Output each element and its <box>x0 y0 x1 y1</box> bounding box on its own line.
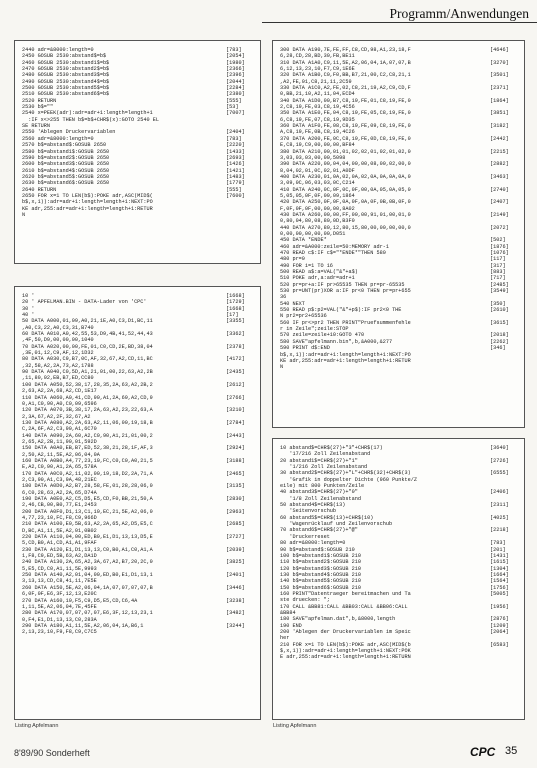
code-text: 120 DATA A070,3B,38,17,2A,63,A2,23,22,63,A <box>22 407 153 414</box>
code-text: 260 DATA A150,5E,A2,06,04,1A,07,07,07,07,B <box>22 584 153 591</box>
code-text: 2510 GOSUB 2530:abstand6$=b$ <box>22 91 110 98</box>
listing-lines <box>22 293 256 636</box>
code-text: 110 b$=abstand2$:GOSUB 210 <box>280 559 361 566</box>
code-text: 550 READ p$:p2=VAL("&"+p$):IF pr2<0 THE <box>280 307 402 314</box>
code-text: 70 abstand6$=CHR$(27)+"@" <box>280 527 358 534</box>
header-rule <box>262 22 537 23</box>
checksum: [53] <box>226 104 239 111</box>
code-text: 2520 RETURN <box>22 97 57 104</box>
code-text: D,BC,A1,11,5E,A2,01,0B02 <box>22 527 97 534</box>
checksum: [2262] <box>490 338 509 345</box>
checksum: [2766] <box>226 394 245 401</box>
checksum: [2039] <box>226 546 245 553</box>
checksum: [2830] <box>226 496 245 502</box>
code-text: 80 adr=&8000:length=0 <box>280 540 346 547</box>
code-text: 60 DATA A010,A0,42,55,53,D9,4B,41,52,44,43 <box>22 331 153 338</box>
code-text: 2,C8,19,FE,03,C8,19,4C56 <box>280 104 355 111</box>
checksum: [2407] <box>490 199 509 206</box>
checksum: [2612] <box>226 381 245 388</box>
listing-lines <box>280 47 520 371</box>
code-text: 20 ' APFELMAN.BIN - DATA-Lader von 'CPC' <box>22 299 147 306</box>
code-line <box>280 654 520 660</box>
checksum: [2072] <box>490 224 509 231</box>
magazine-logo: CPC <box>470 745 496 759</box>
checksum: [2443] <box>226 432 245 439</box>
checksum: [883] <box>490 269 506 276</box>
code-text: 420 DATA A250,0F,0F,0A,0F,0A,0F,0B,0B,0F,0 <box>280 199 411 206</box>
checksum: [783] <box>490 540 506 547</box>
code-line <box>22 629 256 635</box>
code-text: 2,46,CB,00,B0,77,E1,2453 <box>22 502 97 509</box>
checksum: [3463] <box>490 173 509 180</box>
code-text: 540 NEXT <box>280 300 305 307</box>
code-text: 520 pr=pr+a:IF pr>65535 THEN pr=pr-65535 <box>280 281 405 288</box>
checksum: [3549] <box>490 288 509 295</box>
code-text: b$,x,1)):adr=adr+1:length=length+1:NEXT:PO <box>280 351 411 358</box>
code-text: 0,80,04,80,08,80,0D,B3F0 <box>280 218 355 225</box>
code-text: 210 FOR x=1 TO LEN(b$):POKE adr,ASC(MID$(b <box>280 641 411 648</box>
code-text: '1/216 Zoll Zeilenabstand <box>280 464 368 471</box>
code-text: 570 zeile=zeile+10:GOTO 470 <box>280 332 365 339</box>
checksum: [2064] <box>490 628 509 635</box>
code-text: 30 abstand2$=CHR$(27)+"L"+CHR$(32)+CHR$(3) <box>280 470 411 477</box>
code-text: 380 DATA A210,00,01,01,02,02,01,02,01,02,0 <box>280 148 411 155</box>
code-text: 2560 adr=&8000:length=0 <box>22 135 94 142</box>
code-text: 'Seitenvorschub <box>280 508 337 515</box>
code-text: 40 ' <box>22 312 35 319</box>
checksum: [6583] <box>490 641 509 648</box>
code-text: 350 DATA A1E0,FE,04,C8,19,FE,05,C8,19,FE,0 <box>280 110 411 117</box>
code-text: 8,04,02,01,0C,02,01,A0DF <box>280 167 355 174</box>
checksum: [2366] <box>226 66 245 73</box>
code-text: F,0F,0F,0F,00,00,00,8A02 <box>280 205 355 212</box>
code-text: 2530 b$="" <box>22 104 54 111</box>
page-section-title: Programm/Anwendungen <box>389 6 529 21</box>
code-text: 370 DATA A200,FE,0C,C8,19,FE,0D,C8,19,FE,0 <box>280 135 411 142</box>
checksum: [1779] <box>226 180 245 187</box>
code-text: 2590 b$=abstand2$:GOSUB 2650 <box>22 154 110 161</box>
checksum <box>226 212 256 218</box>
checksum: [1426] <box>226 161 245 168</box>
code-text: 170 DATA A0C0,A2,11,02,00,19,18,D2,2A,71,A <box>22 470 153 477</box>
code-text: ste druecken: "; <box>280 597 330 604</box>
code-text: 2,3A,67,A2,2F,32,67,A2 <box>22 413 91 420</box>
checksum: [2380] <box>226 91 245 98</box>
code-text: E adr,255:adr=adr+1:length=length+1:RETURN <box>280 654 411 661</box>
checksum: [2311] <box>490 502 509 509</box>
listing-caption-right: Listing Apfelmann <box>273 723 317 729</box>
code-text: 190 END <box>280 622 302 629</box>
checksum: [1668] <box>226 293 245 299</box>
code-text: 20 abstand1$=CHR$(27)+"1" <box>280 457 358 464</box>
code-text: &BB84 <box>280 609 296 616</box>
code-text: 510 POKE adr,a:adr=adr+1 <box>280 275 355 282</box>
code-text: 160 PRINT"Datentraeger bereitmachen und Ta <box>280 590 411 597</box>
code-text: 'Wagenrücklauf und Zeilenvorschub <box>280 521 393 528</box>
checksum: [783] <box>226 135 242 142</box>
checksum: [4172] <box>226 356 245 363</box>
code-text: 4,77,23,10,FC,F8,C9,966D <box>22 515 97 522</box>
code-text: 6,28,CD,28,BD,30,FB,BE11 <box>280 53 355 60</box>
code-text: 36 <box>280 294 287 301</box>
checksum: [2396] <box>226 72 245 79</box>
checksum: [3825] <box>226 559 245 566</box>
code-text: 2540 x=PEEK(adr):adr=adr+1:length=length+1 <box>22 110 153 117</box>
listing-lines <box>280 445 520 661</box>
code-text: 2650 FOR x=1 TO LEN(b$):POKE adr,ASC(MID$( <box>22 192 153 199</box>
code-text: C,2A,6F,A2,C3,90,A1,6C70 <box>22 426 97 433</box>
checksum: [1664] <box>490 571 509 578</box>
checksum: [1956] <box>490 603 509 610</box>
checksum: [1980] <box>226 59 245 66</box>
code-text: 3,09,0C,06,03,03,0C,C214 <box>280 180 355 187</box>
code-text: 2480 GOSUB 2530:abstand3$=b$ <box>22 72 110 79</box>
checksum: [3210] <box>226 407 245 414</box>
code-text: 360 DATA A1F0,FE,08,C8,19,FE,09,C8,19,FE,0 <box>280 123 411 130</box>
code-text: 2,65,A2,2B,11,90,01,592D <box>22 438 97 445</box>
code-text: 280 DATA A170,07,07,07,07,E6,3F,12,13,23,1 <box>22 610 153 617</box>
code-text: 340 DATA A1D0,00,B7,C8,19,FE,01,C8,19,FE,0 <box>280 97 411 104</box>
checksum: [2693] <box>226 154 245 161</box>
code-text: N pr2=pr2+65536 <box>280 313 327 320</box>
code-text: 310 DATA A1A0,C9,11,5E,A2,06,04,1A,07,07,B <box>280 59 411 66</box>
code-text: 240 DATA A130,2A,65,A2,3A,67,A2,B7,20,2C,0 <box>22 559 153 566</box>
code-text: 270 DATA A160,10,F5,C9,D5,E5,CD,C6,4A <box>22 597 138 604</box>
checksum: [2727] <box>226 534 245 541</box>
code-text: 2,C3,90,A1,C3,9A,48,21EC <box>22 476 97 483</box>
checksum: [2054] <box>226 53 245 60</box>
checksum: [2371] <box>490 85 509 92</box>
checksum: [2442] <box>490 135 509 142</box>
checksum: [717] <box>490 275 506 282</box>
code-text: 120 b$=abstand3$:GOSUB 210 <box>280 565 361 572</box>
code-text: 2640 RETURN <box>22 186 57 193</box>
checksum: [3501] <box>490 72 509 79</box>
code-text: 480 pr=0 <box>280 256 305 263</box>
checksum: [3446] <box>226 584 245 591</box>
code-text: 6,12,13,23,10,F7,C9,1E6E <box>280 66 355 73</box>
checksum: [2876] <box>490 616 509 623</box>
code-text: 440 DATA A270,80,12,80,15,80,00,00,00,00,0 <box>280 224 411 231</box>
code-text: 100 b$=abstand1$:GOSUB 210 <box>280 552 361 559</box>
code-text: 90 b$=abstand$:GOSUB 210 <box>280 546 355 553</box>
code-text: 170 CALL &BB81:CALL &BB03:CALL &BB06:CALL <box>280 603 408 610</box>
code-text: '1/8 Zoll Zeilenabstand <box>280 495 361 502</box>
listing-panel-bottom-left <box>14 286 261 720</box>
checksum: [1433] <box>226 148 245 155</box>
code-text: :IF x<>255 THEN b$=b$+CHR$(x):GOTO 2540 EL <box>22 116 159 123</box>
code-text: 6,C8,19,FE,07,C8,19,9D35 <box>280 116 355 123</box>
code-text: b$,x,1)):adr=adr+1:length=length+1:NEXT:PO <box>22 199 153 206</box>
code-text: ,11,80,02,EB,B7,ED,CC80 <box>22 375 94 382</box>
code-text: ,A2,FE,01,C8,21,11,2C59 <box>280 78 352 85</box>
code-text: 390 DATA A220,00,04,04,00,00,08,00,02,00,0 <box>280 161 411 168</box>
checksum: [3615] <box>490 319 509 326</box>
checksum: [3482] <box>226 610 245 617</box>
checksum: [1431] <box>490 552 509 559</box>
checksum: [4646] <box>490 47 509 53</box>
checksum: [2784] <box>226 419 245 426</box>
checksum: [317] <box>490 262 506 269</box>
code-text: 0,BB,21,10,A2,11,04,ECD4 <box>280 91 355 98</box>
page-number: 35 <box>505 745 518 757</box>
code-text: 250 DATA A140,A2,01,04,00,ED,B0,E1,D1,13,1 <box>22 572 153 579</box>
code-text: ,3E,01,12,C9,AF,12,1D32 <box>22 350 94 357</box>
code-text: 2470 GOSUB 2530:abstand2$=b$ <box>22 66 110 73</box>
code-text: 0,A1,C0,90,A0,C0,09,6596 <box>22 400 97 407</box>
code-text: 110 DATA A060,A0,41,CD,90,A1,2A,69,A2,CD,9 <box>22 394 153 401</box>
checksum: [1304] <box>490 565 509 572</box>
checksum: [2044] <box>226 78 245 85</box>
code-text: 80 DATA A030,C9,B7,0C,AF,32,67,A2,CD,11,BC <box>22 356 153 363</box>
code-text: 1,11,5E,A2,06,04,7E,45FE <box>22 603 97 610</box>
checksum <box>490 364 520 370</box>
code-text: KE adr,255:adr=adr+1:length=length+1:RETUR <box>280 357 411 364</box>
checksum: [2882] <box>490 161 509 168</box>
checksum: [117] <box>490 256 506 263</box>
checksum: [555] <box>226 186 242 193</box>
code-text: 60 abstand5$=CHR$(13)+CHR$(10) <box>280 514 374 521</box>
checksum: [2610] <box>490 307 509 314</box>
checksum: [2740] <box>490 186 509 193</box>
code-text: 10 ' <box>22 293 35 299</box>
code-text: 130 DATA A080,A2,2A,63,A2,11,06,00,19,18,B <box>22 419 153 426</box>
checksum: [1729] <box>226 299 245 306</box>
checksum: [17] <box>226 312 239 319</box>
checksum: [3182] <box>490 123 509 130</box>
code-text: 190 DATA A0E0,A2,C5,D5,E5,CD,F0,BB,21,50,A <box>22 496 153 502</box>
checksum: [3135] <box>226 483 245 490</box>
checksum: [2378] <box>226 343 245 350</box>
checksum: [2685] <box>226 521 245 528</box>
code-text: 'Grafik in doppelter Dichte (960 Punkte/Z <box>280 476 417 483</box>
checksum: [3270] <box>490 59 509 66</box>
code-text: 300 DATA A190,7E,FE,FF,C8,CD,98,A1,23,18,F <box>280 47 411 53</box>
issue-label: 8'89/90 Sonderheft <box>14 748 90 758</box>
code-line <box>280 364 520 370</box>
code-text: 2,63,A2,2A,68,A2,CD,1E17 <box>22 388 97 395</box>
code-text: 5,CD,B0,A1,CD,A1,A1,9FAF <box>22 540 97 547</box>
code-text: 0,00,00,00,00,00,D051 <box>280 230 346 237</box>
code-text: 50 DATA A000,01,09,A0,21,1E,A0,C3,D1,BC,11 <box>22 318 153 325</box>
code-text: E,A2,C0,90,A1,2A,65,578A <box>22 464 97 471</box>
listing-panel-top-left <box>14 40 261 264</box>
code-text: 3,03,03,03,00,00,5098 <box>280 154 346 161</box>
checksum: [3188] <box>226 457 245 464</box>
checksum: [783] <box>226 47 242 53</box>
checksum: [3851] <box>490 110 509 117</box>
checksum: [2215] <box>490 148 509 155</box>
code-text: r in Zeile";zeile:STOP <box>280 326 349 333</box>
checksum: [2220] <box>226 142 245 149</box>
code-text: 'Druckerreset <box>280 533 330 540</box>
checksum: [2485] <box>490 281 509 288</box>
checksum: [1756] <box>490 584 509 591</box>
code-text: 6,0F,0F,E6,3F,12,13,E20C <box>22 591 97 598</box>
code-text: 160 DATA A0B0,A4,77,23,10,FC,C0,C0,A0,21,5 <box>22 457 153 464</box>
checksum: [3355] <box>226 318 245 325</box>
checksum: [6555] <box>490 470 509 477</box>
code-text: 0,F4,E1,D1,13,13,C0,283A <box>22 616 97 623</box>
code-text: 5,05,05,0F,0F,09,09,1864 <box>280 192 355 199</box>
code-text: E,C8,19,C9,00,00,00,BF84 <box>280 142 355 149</box>
code-text: 180 SAVE"apfelman.dat",b,&8000,length <box>280 616 396 623</box>
checksum: [2963] <box>226 508 245 515</box>
checksum: [502] <box>490 237 506 244</box>
code-text: 140 DATA A090,2A,60,A2,C0,90,A1,21,01,00,2 <box>22 432 153 439</box>
code-text: 2550 'Ablegen Druckervariablen <box>22 129 116 136</box>
code-text: 230 DATA A120,E1,D1,13,13,C0,B0,A1,C0,A1,A <box>22 546 153 553</box>
checksum <box>490 654 520 660</box>
code-text: 330 DATA A1C0,A2,FE,02,C8,21,19,A2,C9,CD,F <box>280 85 411 92</box>
checksum: [2018] <box>490 332 509 339</box>
code-text: 210 DATA A100,E0,5B,63,A2,2A,65,A2,D5,E5,C <box>22 521 153 528</box>
checksum: [1421] <box>226 167 245 174</box>
code-text: 290 DATA A180,A1,11,5E,A2,06,04,1A,B6,1 <box>22 622 144 629</box>
code-text: 2630 b$=abstand6$:GOSUB 2650 <box>22 180 110 187</box>
code-text: 40 abstand3$=CHR$(27)+"0" <box>280 489 358 496</box>
checksum: [1209] <box>490 622 509 629</box>
checksum: [3244] <box>226 622 245 629</box>
listing-panel-top-right <box>272 40 525 428</box>
code-text: '17/216 Zoll Zeilenabstand <box>280 451 371 458</box>
code-text: 1,F8,C9,ED,5B,63,A2,DA1D <box>22 553 97 560</box>
checksum: [7600] <box>226 192 245 199</box>
checksum: [2404] <box>226 129 245 136</box>
code-text: 50 abstand4$=CHR$(13) <box>280 502 346 509</box>
checksum: [350] <box>490 300 506 307</box>
code-text: 430 DATA A260,00,00,FF,00,00,91,01,00,01,0 <box>280 211 411 218</box>
code-text: 2610 b$=abstand4$:GOSUB 2650 <box>22 167 110 174</box>
code-text: $,x,1)):adr=adr+1:length=length+1:NEXT:POK <box>280 648 411 654</box>
code-text: eile) mit 800 Punkten/Zeile <box>280 483 365 490</box>
listing-caption-left: Listing Apfelmann <box>15 723 59 729</box>
checksum: [3640] <box>490 445 509 451</box>
checksum: [3362] <box>226 331 245 338</box>
checksum: [3238] <box>226 597 245 604</box>
checksum: [1864] <box>490 97 509 104</box>
checksum: [201] <box>490 546 506 553</box>
code-text: 2490 GOSUB 2530:abstand4$=b$ <box>22 78 110 85</box>
code-text: 2,50,A2,11,5E,A2,06,04,0A <box>22 451 100 458</box>
code-text: 400 DATA A230,01,0A,02,0A,02,0A,0A,0A,0A,0 <box>280 173 411 180</box>
code-text: 6,C0,28,63,A2,2A,65,D74A <box>22 489 97 496</box>
checksum: [555] <box>226 97 242 104</box>
code-text: KE adr,255:adr=adr+1:length=length+1:RETUR <box>22 205 153 212</box>
code-text: 200 'Ablegen der Druckervariablen im Speic <box>280 628 411 635</box>
code-text: 530 pr=UNT(pr)XOR a:IF pr<0 THEN pr=pr+655 <box>280 288 411 295</box>
checksum: [1668] <box>226 305 245 312</box>
code-text: 560 IF pr<>pr2 THEN PRINT"Pruefsummenfehle <box>280 319 411 326</box>
code-text: 130 b$=abstand4$:GOSUB 210 <box>280 571 361 578</box>
code-text: ,32,58,A2,2A,73,A2,1788 <box>22 362 94 369</box>
code-text: 490 FOR i=1 TO 16 <box>280 262 333 269</box>
code-text: 70 DATA A020,00,00,FE,01,C0,CD,2E,BD,38,04 <box>22 343 153 350</box>
code-text: 220 DATA A110,04,00,ED,B0,E1,D1,13,13,D5,E <box>22 534 153 541</box>
code-text: 470 READ c$:IF c$="*ENDE*"THEN 580 <box>280 250 386 256</box>
code-text: 10 abstand$=CHR$(27)+"3"+CHR$(17) <box>280 445 383 451</box>
checksum: [7007] <box>226 110 245 117</box>
listing-panel-bottom-right <box>272 438 525 720</box>
checksum: [2465] <box>226 470 245 477</box>
code-text: 2620 b$=abstand5$:GOSUB 2650 <box>22 173 110 180</box>
code-text: 90 DATA A040,C0,5D,A1,21,01,00,22,63,A2,2B <box>22 369 153 376</box>
code-text: ,4F,50,D9,00,00,00,1040 <box>22 337 94 344</box>
code-text: 590 PRINT d$:END <box>280 345 330 352</box>
code-text: 2600 b$=abstand3$:GOSUB 2650 <box>22 161 110 168</box>
code-text: 3,13,13,CD,C8,41,11,7E5E <box>22 578 97 585</box>
code-text: 2450 GOSUB 2530:abstand$=b$ <box>22 53 107 60</box>
code-text: 2460 GOSUB 2530:abstand1$=b$ <box>22 59 110 66</box>
code-text: 5,E5,CD,C0,A1,11,5E,9993 <box>22 565 97 572</box>
code-text: 2580 b$=abstand1$:GOSUB 2650 <box>22 148 110 155</box>
code-text: 150 b$=abstand6$:GOSUB 210 <box>280 584 361 591</box>
checksum: [2149] <box>490 211 509 218</box>
listing-lines <box>22 47 256 218</box>
checksum: [2406] <box>490 489 509 496</box>
code-text: 450 DATA *ENDE* <box>280 237 327 244</box>
checksum: [2435] <box>226 369 245 376</box>
code-text: 140 b$=abstand5$:GOSUB 210 <box>280 578 361 585</box>
checksum: [5005] <box>490 590 509 597</box>
code-text: 180 DATA A0D0,A2,B7,28,58,FE,01,28,28,06,0 <box>22 483 153 490</box>
code-text: 150 DATA A0A0,EB,B7,ED,52,38,21,28,1F,AF,3 <box>22 445 153 452</box>
code-text: 30 ' <box>22 305 35 312</box>
checksum: [2218] <box>490 527 509 534</box>
checksum <box>226 629 256 635</box>
code-text: 100 DATA A050,52,38,17,28,35,2A,63,A2,2B,2 <box>22 381 153 388</box>
code-text: SE RETURN <box>22 123 51 130</box>
checksum: [1564] <box>490 578 509 585</box>
code-text: 2,13,23,10,F9,F8,C9,C7C5 <box>22 629 97 636</box>
code-text: 2440 adr=&8000:length=0 <box>22 47 94 53</box>
checksum: [1076] <box>490 250 509 256</box>
code-text: A,C8,19,FE,0B,C8,19,4C26 <box>280 129 355 136</box>
checksum: [1876] <box>490 243 509 250</box>
code-text: 320 DATA A1B0,C0,F0,BB,B7,21,00,C2,C8,21,1 <box>280 72 411 79</box>
code-text: 410 DATA A240,0C,0F,0C,0F,00,0A,05,0A,05,0 <box>280 186 411 193</box>
code-text: 2570 b$=abstand$:GOSUB 2650 <box>22 142 107 149</box>
checksum: [2284] <box>226 85 245 92</box>
checksum: [346] <box>490 345 506 352</box>
code-text: 2500 GOSUB 2530:abstand5$=b$ <box>22 85 110 92</box>
code-text: N <box>22 211 26 218</box>
code-line <box>22 212 256 218</box>
code-text: her <box>280 635 290 642</box>
checksum: [2401] <box>226 572 245 579</box>
code-text: N <box>280 364 284 371</box>
code-text: 200 DATA A0F0,D1,13,C1,10,EC,21,5E,A2,06,0 <box>22 508 153 515</box>
code-text: ,A0,C3,22,A0,C3,31,B740 <box>22 324 94 331</box>
code-text: 460 adr=&A000:zeile=50:MEMORY adr-1 <box>280 243 389 250</box>
checksum: [1483] <box>226 173 245 180</box>
code-text: 580 SAVE"apfelmann.bin",b,&A000,&277 <box>280 338 393 345</box>
code-text: 500 READ a$:a=VAL("&"+a$) <box>280 269 358 276</box>
checksum: [2924] <box>226 445 245 452</box>
checksum: [1615] <box>490 559 509 566</box>
checksum: [4025] <box>490 514 509 521</box>
checksum: [2726] <box>490 457 509 464</box>
